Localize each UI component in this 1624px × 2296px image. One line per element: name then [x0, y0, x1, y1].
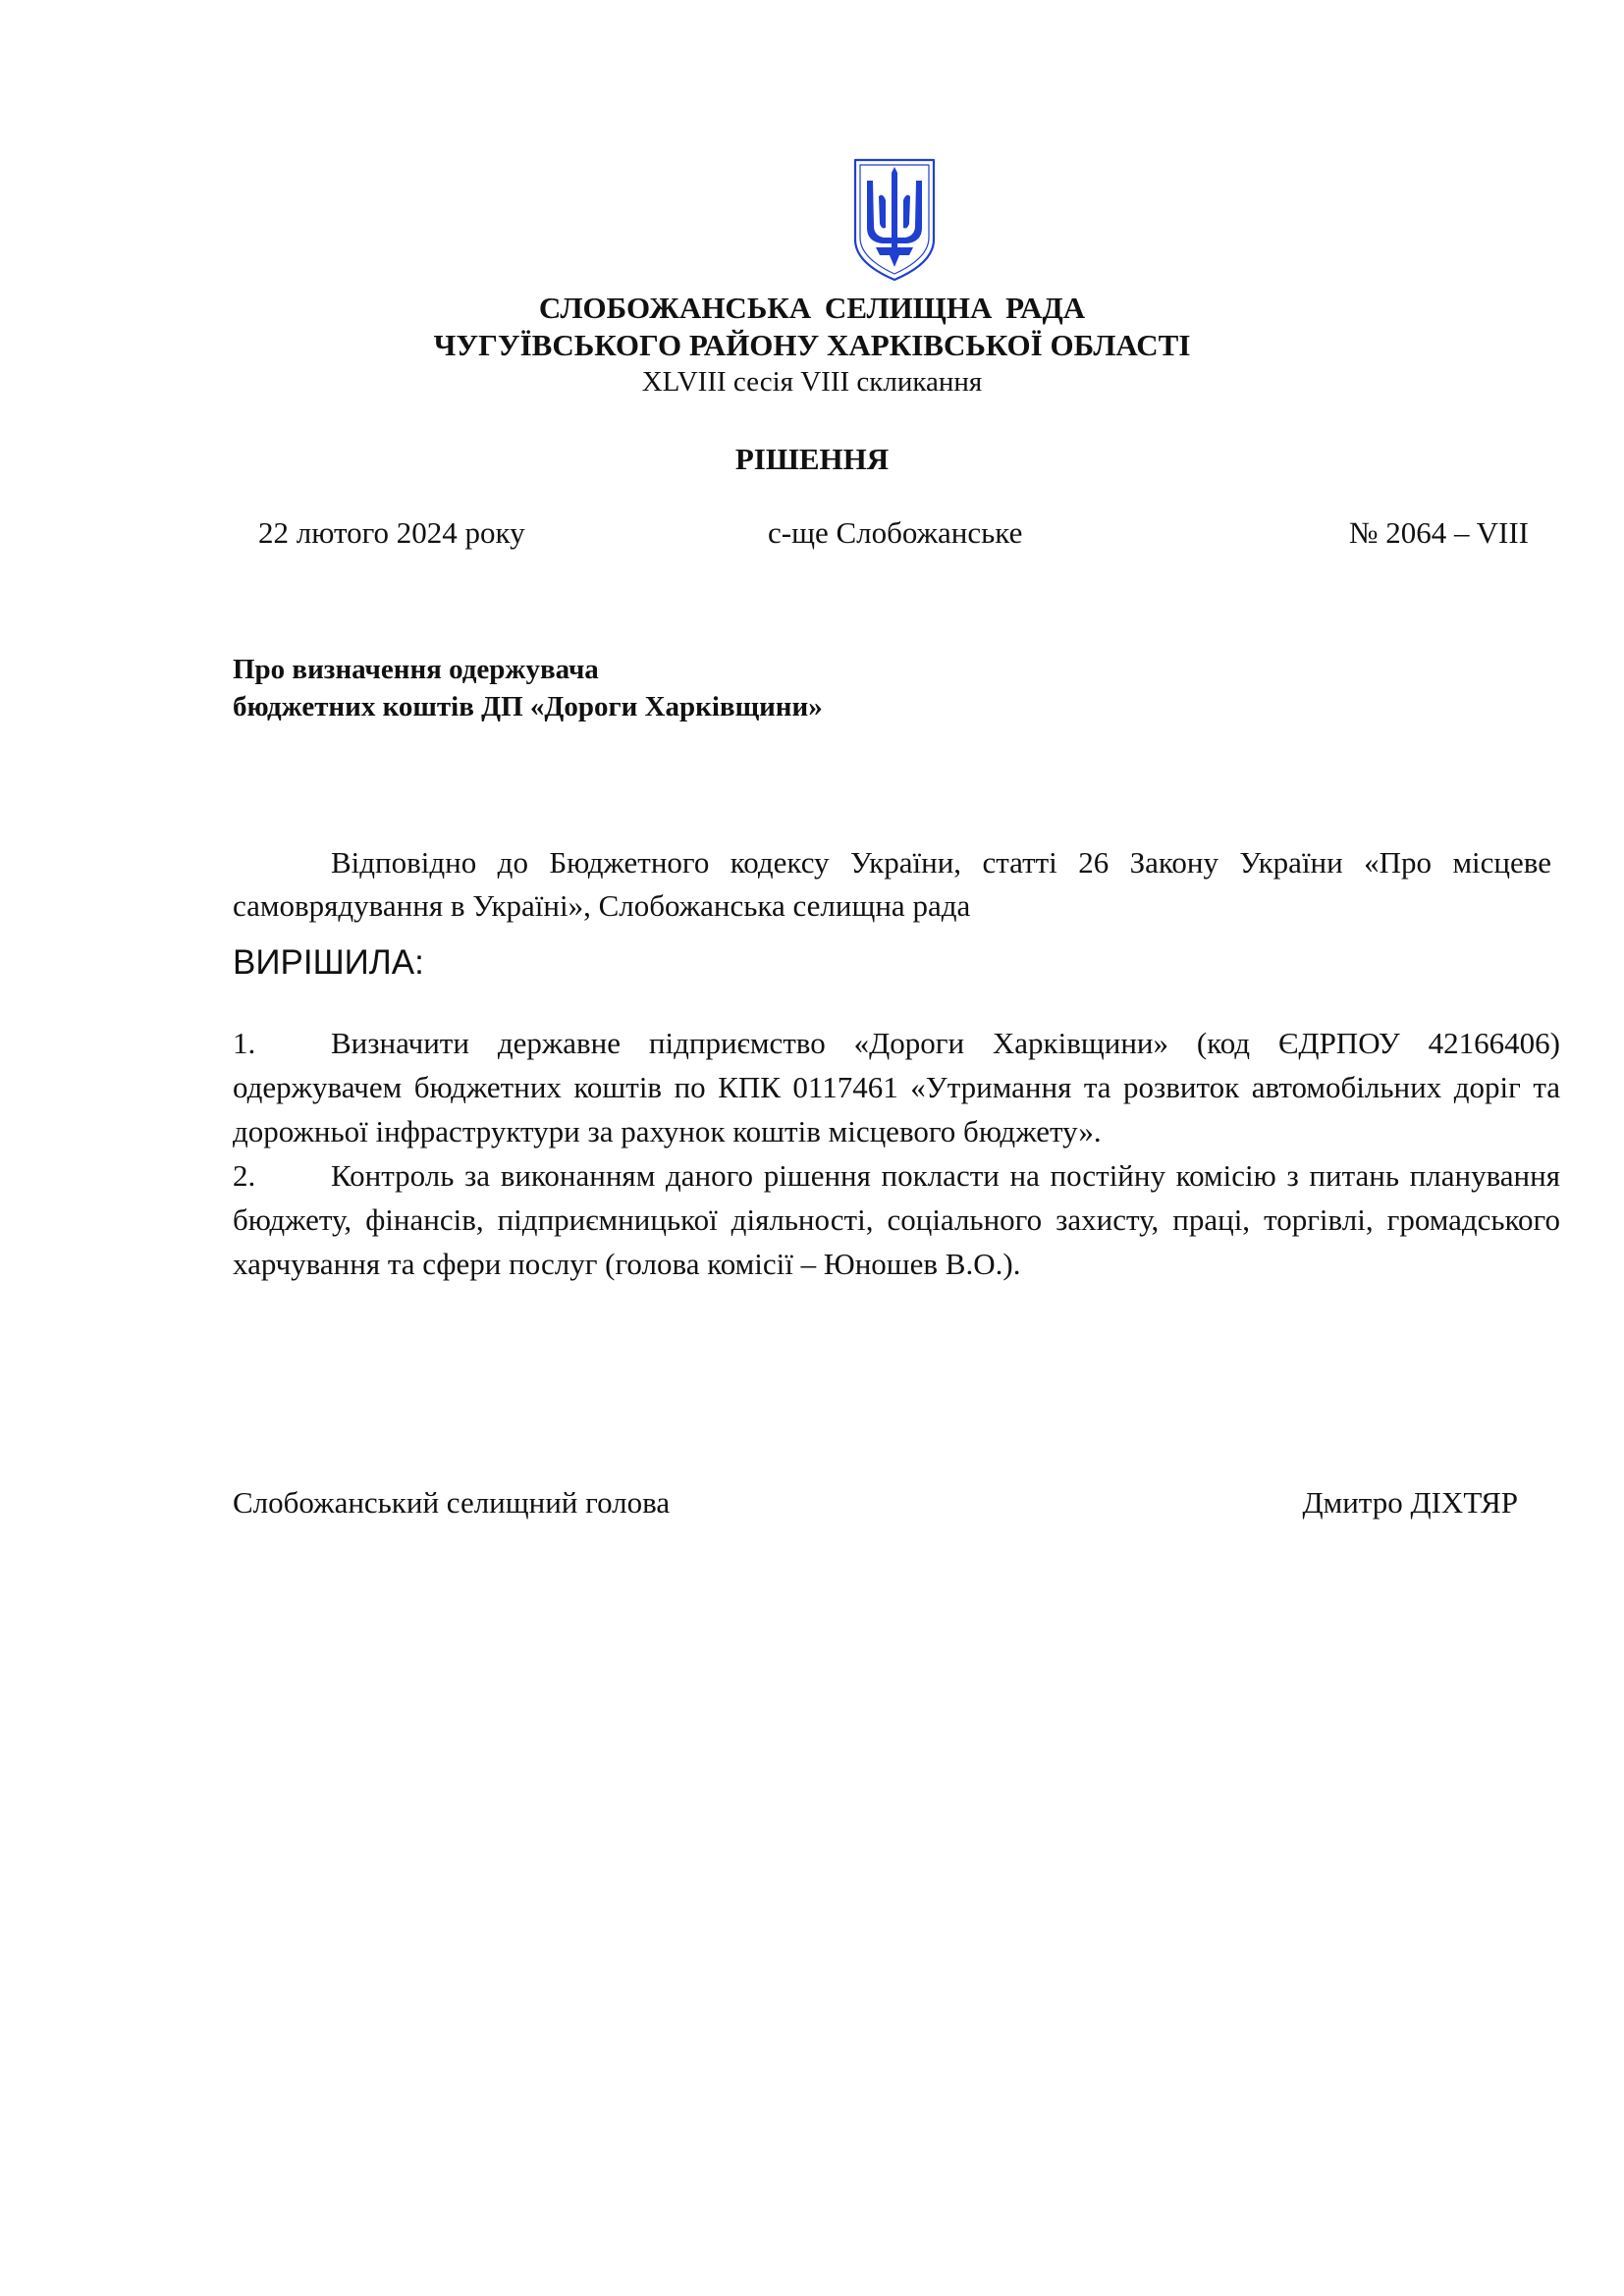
preamble: Відповідно до Бюджетного кодексу України, статті 26 Закону України «Про місцеве самоврядування в Україні», Слобожанська селищна рада — [233, 845, 1551, 923]
resolution-item-number: 1. — [233, 1026, 256, 1060]
organization-region: ЧУГУЇВСЬКОГО РАЙОНУ ХАРКІВСЬКОЇ ОБЛАСТІ — [433, 328, 1191, 362]
document-place: с-ще Слобожанське — [768, 515, 1023, 550]
resolution-item — [233, 1153, 1560, 1286]
organization-name: СЛОБОЖАНСЬКА СЕЛИЩНА РАДА — [538, 291, 1086, 325]
resolution-item — [233, 1021, 1560, 1153]
resolution-items — [233, 1021, 1560, 1286]
signature-position: Слобожанський селищний голова — [233, 1485, 671, 1520]
signature-name: Дмитро ДІХТЯР — [1302, 1485, 1518, 1520]
coat-of-arms-icon — [852, 157, 937, 283]
document-number: № 2064 – VIII — [1348, 515, 1529, 550]
resolution-item-number: 2. — [233, 1158, 256, 1193]
document-title — [233, 651, 823, 725]
document-title-line2: бюджетних коштів ДП «Дороги Харківщини» — [233, 691, 823, 722]
resolution-item-text: Визначити державне підприємство «Дороги Харківщини» (код ЄДРПОУ 42166406) одержувачем бюджетних коштів по КПК 0117461 «Утримання та розвиток автомобільних доріг та дорожньої інфраструктури за рахунок коштів місцевого бюджету». — [233, 1026, 1560, 1148]
resolution-item-text: Контроль за виконанням даного рішення покласти на постійну комісію з питань планування бюджету, фінансів, підприємницької діяльності, соціального захисту, праці, торгівлі, громадського харчування та сфери послуг (голова комісії – Юношев В.О.). — [233, 1158, 1560, 1281]
resolved-label: ВИРІШИЛА: — [233, 943, 424, 982]
document-type: РІШЕННЯ — [734, 442, 890, 476]
document-date: 22 лютого 2024 року — [258, 515, 525, 550]
document-title-line1: Про визначення одержувача — [233, 654, 599, 685]
session-info: XLVIII сесія VIII скликання — [641, 366, 983, 398]
